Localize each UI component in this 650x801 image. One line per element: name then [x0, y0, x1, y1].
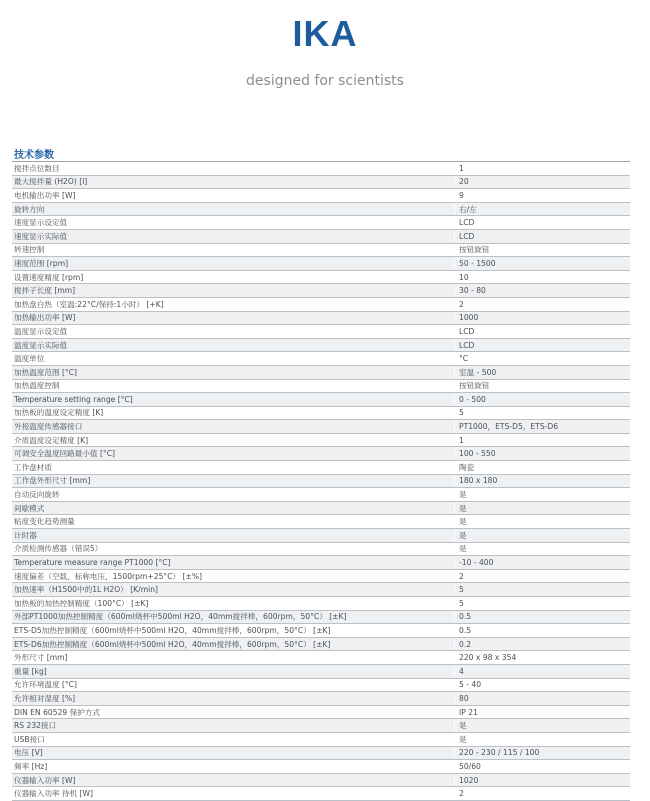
spec-row: [12, 583, 630, 597]
spec-row: [12, 203, 630, 217]
spec-row: [12, 407, 630, 421]
spec-row: [12, 556, 630, 570]
spec-label: 允许相对湿度 [%]: [14, 693, 76, 703]
spec-row: [12, 339, 630, 353]
spec-row: [12, 284, 630, 298]
spec-value: 右/左: [454, 204, 630, 215]
spec-row: [12, 733, 630, 747]
spec-row: [12, 570, 630, 584]
spec-row: [12, 257, 630, 271]
spec-label: 电机输出功率 [W]: [14, 190, 76, 200]
spec-value: 1000: [454, 313, 630, 322]
spec-label: 加热速率（H1500中的1L H2O） [K/min]: [14, 585, 158, 595]
spec-label: Temperature setting range [°C]: [14, 394, 133, 404]
spec-value: 50 - 1500: [454, 259, 630, 268]
spec-row: [12, 475, 630, 489]
brand-tagline: designed for scientists: [246, 73, 404, 89]
spec-label: 加热温度控制: [14, 381, 60, 391]
spec-label: 最大搅拌量 (H2O) [l]: [14, 177, 88, 187]
spec-row: [12, 787, 630, 801]
spec-label: 重量 [kg]: [14, 666, 47, 676]
spec-row: [12, 176, 630, 190]
spec-label: 介质检测传感器（错误5）: [14, 544, 103, 554]
spec-value: 80: [454, 694, 630, 703]
spec-row: [12, 624, 630, 638]
spec-value: 2: [454, 572, 630, 581]
spec-row: [12, 611, 630, 625]
spec-row: [12, 366, 630, 380]
spec-row: [12, 651, 630, 665]
spec-label: Temperature measure range PT1000 [°C]: [14, 558, 171, 568]
spec-value: 2: [454, 789, 630, 798]
spec-row: [12, 461, 630, 475]
spec-label: ETS-D5加热控制精度（600ml烧杯中500ml H2O，40mm搅拌棒，600rpm，50°C） [±K]: [14, 625, 331, 635]
spec-value: 0.5: [454, 626, 630, 635]
spec-row: [12, 447, 630, 461]
spec-label: 设置速度精度 [rpm]: [14, 272, 84, 282]
spec-value: 1020: [454, 776, 630, 785]
spec-row: [12, 298, 630, 312]
spec-value: 20: [454, 177, 630, 186]
spec-label: 频率 [Hz]: [14, 761, 48, 771]
spec-row: [12, 162, 630, 176]
spec-value: 是: [454, 489, 630, 500]
spec-label: 速度显示设定值: [14, 218, 68, 228]
spec-value: 1: [454, 436, 630, 445]
spec-value: 10: [454, 273, 630, 282]
spec-label: 加热温度范围 [°C]: [14, 367, 77, 377]
spec-label: 工作盘材质: [14, 462, 52, 472]
spec-label: ETS-D6加热控制精度（600ml烧杯中500ml H2O，40mm搅拌棒，600rpm，50°C） [±K]: [14, 639, 331, 649]
spec-row: [12, 420, 630, 434]
spec-row: [12, 760, 630, 774]
spec-value: LCD: [454, 327, 630, 336]
spec-row: [12, 665, 630, 679]
spec-value: 30 - 80: [454, 286, 630, 295]
spec-row: [12, 706, 630, 720]
spec-value: 220 - 230 / 115 / 100: [454, 748, 630, 757]
spec-row: [12, 502, 630, 516]
spec-label: 计时器: [14, 530, 37, 540]
spec-row: [12, 488, 630, 502]
spec-label: 仪器输入功率 [W]: [14, 775, 76, 785]
section-title: 技术参数: [14, 150, 54, 161]
spec-row: [12, 230, 630, 244]
spec-value: 是: [454, 720, 630, 731]
spec-value: 按钮旋钮: [454, 244, 630, 255]
spec-value: 5: [454, 585, 630, 594]
spec-label: 旋转方向: [14, 204, 45, 214]
spec-row: [12, 216, 630, 230]
spec-label: 速度显示实际值: [14, 231, 68, 241]
spec-row: [12, 352, 630, 366]
spec-value: 100 - 550: [454, 449, 630, 458]
spec-value: 220 x 98 x 354: [454, 653, 630, 662]
brand-header: [0, 14, 650, 90]
spec-row: [12, 325, 630, 339]
spec-label: DIN EN 60529 保护方式: [14, 707, 101, 717]
spec-label: RS 232接口: [14, 721, 57, 731]
spec-label: 加热输出功率 [W]: [14, 313, 76, 323]
spec-value: 0.5: [454, 612, 630, 621]
spec-label: 介质温度设定精度 [K]: [14, 435, 89, 445]
spec-value: 1: [454, 164, 630, 173]
spec-value: 是: [454, 530, 630, 541]
spec-label: 搅拌点位数目: [14, 163, 60, 173]
spec-row: [12, 692, 630, 706]
spec-value: -10 - 400: [454, 558, 630, 567]
spec-row: [12, 747, 630, 761]
spec-value: LCD: [454, 218, 630, 227]
spec-value: 是: [454, 503, 630, 514]
spec-value: 5 - 40: [454, 680, 630, 689]
spec-label: 加热盘白热（室温:22°C/保持:1小时） [+K]: [14, 299, 164, 309]
spec-row: [12, 515, 630, 529]
spec-label: 速度偏差（空载，标称电压，1500rpm+25°C） [±%]: [14, 571, 203, 581]
spec-label: 间歇模式: [14, 503, 45, 513]
spec-value: °C: [454, 354, 630, 363]
spec-label: 仪器输入功率 待机 [W]: [14, 789, 94, 799]
spec-value: 陶瓷: [454, 462, 630, 473]
spec-row: [12, 529, 630, 543]
spec-label: 温度显示设定值: [14, 326, 68, 336]
spec-row: [12, 312, 630, 326]
specs-table: [12, 161, 630, 801]
spec-label: 粘度变化趋势测量: [14, 517, 75, 527]
spec-label: 电压 [V]: [14, 748, 43, 758]
spec-label: 工作盘外形尺寸 [mm]: [14, 476, 91, 486]
spec-row: [12, 638, 630, 652]
spec-row: [12, 244, 630, 258]
spec-label: 外部PT1000加热控制精度（600ml烧杯中500ml H2O，40mm搅拌棒，600rpm，50°C） [±K]: [14, 612, 347, 622]
spec-label: 加热板的温度设定精度 [K]: [14, 408, 104, 418]
spec-row: [12, 679, 630, 693]
spec-row: [12, 393, 630, 407]
spec-value: 室温 - 500: [454, 367, 630, 378]
spec-label: 温度单位: [14, 354, 45, 364]
spec-row: [12, 543, 630, 557]
spec-value: 0 - 500: [454, 395, 630, 404]
spec-row: [12, 597, 630, 611]
spec-label: 外形尺寸 [mm]: [14, 653, 68, 663]
spec-value: 2: [454, 300, 630, 309]
spec-label: 温度显示实际值: [14, 340, 68, 350]
spec-value: PT1000，ETS-D5，ETS-D6: [454, 421, 630, 432]
ika-logo: IKA: [292, 13, 358, 54]
spec-value: 9: [454, 191, 630, 200]
spec-label: 搅拌子长度 [mm]: [14, 286, 76, 296]
spec-value: 4: [454, 667, 630, 676]
spec-value: LCD: [454, 232, 630, 241]
spec-row: [12, 434, 630, 448]
spec-value: 是: [454, 734, 630, 745]
spec-value: LCD: [454, 341, 630, 350]
spec-value: 按钮旋钮: [454, 380, 630, 391]
spec-label: 允许环境温度 [°C]: [14, 680, 77, 690]
spec-label: 自动反向旋转: [14, 490, 60, 500]
spec-value: 5: [454, 408, 630, 417]
spec-value: 是: [454, 516, 630, 527]
spec-label: 速度范围 [rpm]: [14, 258, 69, 268]
spec-value: 180 x 180: [454, 476, 630, 485]
spec-value: 50/60: [454, 762, 630, 771]
spec-value: 5: [454, 599, 630, 608]
spec-value: 是: [454, 543, 630, 554]
spec-row: [12, 271, 630, 285]
spec-row: [12, 189, 630, 203]
spec-row: [12, 774, 630, 788]
spec-label: 加热板的加热控制精度（100°C） [±K]: [14, 598, 149, 608]
spec-value: IP 21: [454, 708, 630, 717]
spec-row: [12, 380, 630, 394]
spec-label: 转速控制: [14, 245, 45, 255]
spec-value: 0.2: [454, 640, 630, 649]
spec-label: 可调安全温度回路最小值 [°C]: [14, 449, 115, 459]
spec-label: 外接温度传感器接口: [14, 422, 83, 432]
spec-row: [12, 719, 630, 733]
spec-label: USB接口: [14, 734, 45, 744]
